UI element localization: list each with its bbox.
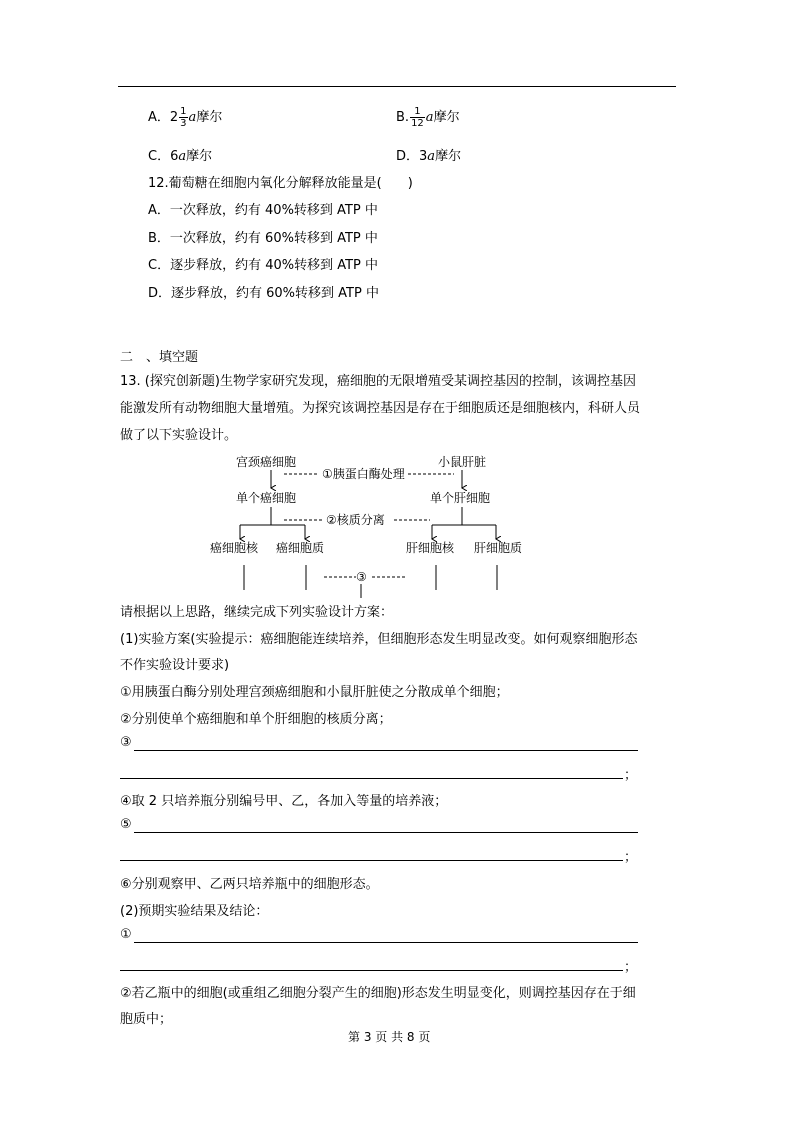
result-1-marker: ① <box>120 927 132 942</box>
continue-instruction: 请根据以上思路，继续完成下列实验设计方案： <box>120 605 394 620</box>
unit: 摩尔 <box>196 110 223 125</box>
variable: a <box>178 149 187 164</box>
answer-blank-line[interactable] <box>120 860 623 861</box>
option-label: C．6 <box>148 149 179 164</box>
numerator: 1 <box>410 106 425 118</box>
semicolon: ； <box>624 850 638 865</box>
part-1-title-cont: 不作实验设计要求) <box>120 658 230 673</box>
result-2-text-cont: 胞质中； <box>120 1012 173 1027</box>
label-cervical-cancer-cells: 宫颈癌细胞 <box>236 455 297 469</box>
part-1-title: (1)实验方案(实验提示：癌细胞能连续培养，但细胞形态发生明显改变。如何观察细胞形态 <box>120 632 638 647</box>
option-label: B. <box>396 110 410 125</box>
q13-intro-line-3: 做了以下实验设计。 <box>120 428 238 443</box>
q12-stem: 12.葡萄糖在细胞内氧化分解释放能量是( ) <box>148 176 413 191</box>
option-label: D．3 <box>396 149 428 164</box>
unit: 摩尔 <box>433 110 460 125</box>
label-cancer-cytoplasm: 癌细胞质 <box>276 541 325 555</box>
step-1-text: ①用胰蛋白酶分别处理宫颈癌细胞和小鼠肝脏使之分散成单个细胞； <box>120 685 509 700</box>
answer-blank-line[interactable] <box>120 778 623 779</box>
label-liver-cytoplasm: 肝细胞质 <box>474 541 523 555</box>
step-4-text: ④取 2 只培养瓶分别编号甲、乙，各加入等量的培养液； <box>120 794 448 809</box>
option-label: A．2 <box>148 110 179 125</box>
label-mouse-liver: 小鼠肝脏 <box>438 455 487 469</box>
q13-intro-line-1: 13. (探究创新题)生物学家研究发现，癌细胞的无限增殖受某调控基因的控制，该调控基因 <box>120 374 636 389</box>
label-single-liver-cell: 单个肝细胞 <box>430 491 491 505</box>
step-3-marker: ③ <box>120 735 132 750</box>
answer-blank-line[interactable] <box>120 970 623 971</box>
q12-option-c: C．逐步释放，约有 40%转移到 ATP 中 <box>148 258 379 273</box>
label-liver-nucleus: 肝细胞核 <box>406 541 455 555</box>
answer-blank-line[interactable] <box>134 832 638 833</box>
step-1-trypsin: ①胰蛋白酶处理 <box>322 467 405 481</box>
section-title: 二 、填空题 <box>120 350 199 365</box>
step-3: ③ <box>356 570 367 584</box>
unit: 摩尔 <box>435 149 462 164</box>
label-single-cancer-cell: 单个癌细胞 <box>236 491 297 505</box>
denominator: 12 <box>411 118 424 129</box>
label-cancer-nucleus: 癌细胞核 <box>210 541 259 555</box>
variable: a <box>427 149 436 164</box>
part-2-title: (2)预期实验结果及结论： <box>120 904 269 919</box>
semicolon: ； <box>624 960 638 975</box>
step-2-separation: ②核质分离 <box>326 513 385 527</box>
denominator: 3 <box>180 118 187 129</box>
result-2-text: ②若乙瓶中的细胞(或重组乙细胞分裂产生的细胞)形态发生明显变化，则调控基因存在于细 <box>120 986 636 1001</box>
step-2-text: ②分别使单个癌细胞和单个肝细胞的核质分离； <box>120 712 392 727</box>
step-6-text: ⑥分别观察甲、乙两只培养瓶中的细胞形态。 <box>120 877 379 892</box>
variable: a <box>425 110 434 125</box>
q12-option-b: B．一次释放，约有 60%转移到 ATP 中 <box>148 231 378 246</box>
numerator: 1 <box>180 106 187 117</box>
q13-intro-line-2: 能激发所有动物细胞大量增殖。为探究该调控基因是存在于细胞质还是细胞核内，科研人员 <box>120 401 641 416</box>
q12-option-d: D．逐步释放，约有 60%转移到 ATP 中 <box>148 286 379 301</box>
semicolon: ； <box>624 768 638 783</box>
answer-blank-line[interactable] <box>134 942 638 943</box>
unit: 摩尔 <box>186 149 213 164</box>
answer-blank-line[interactable] <box>134 750 638 751</box>
q12-option-a: A．一次释放，约有 40%转移到 ATP 中 <box>148 203 378 218</box>
page-footer: 第 3 页 共 8 页 <box>348 1030 431 1044</box>
variable: a <box>188 110 197 125</box>
step-5-marker: ⑤ <box>120 817 132 832</box>
